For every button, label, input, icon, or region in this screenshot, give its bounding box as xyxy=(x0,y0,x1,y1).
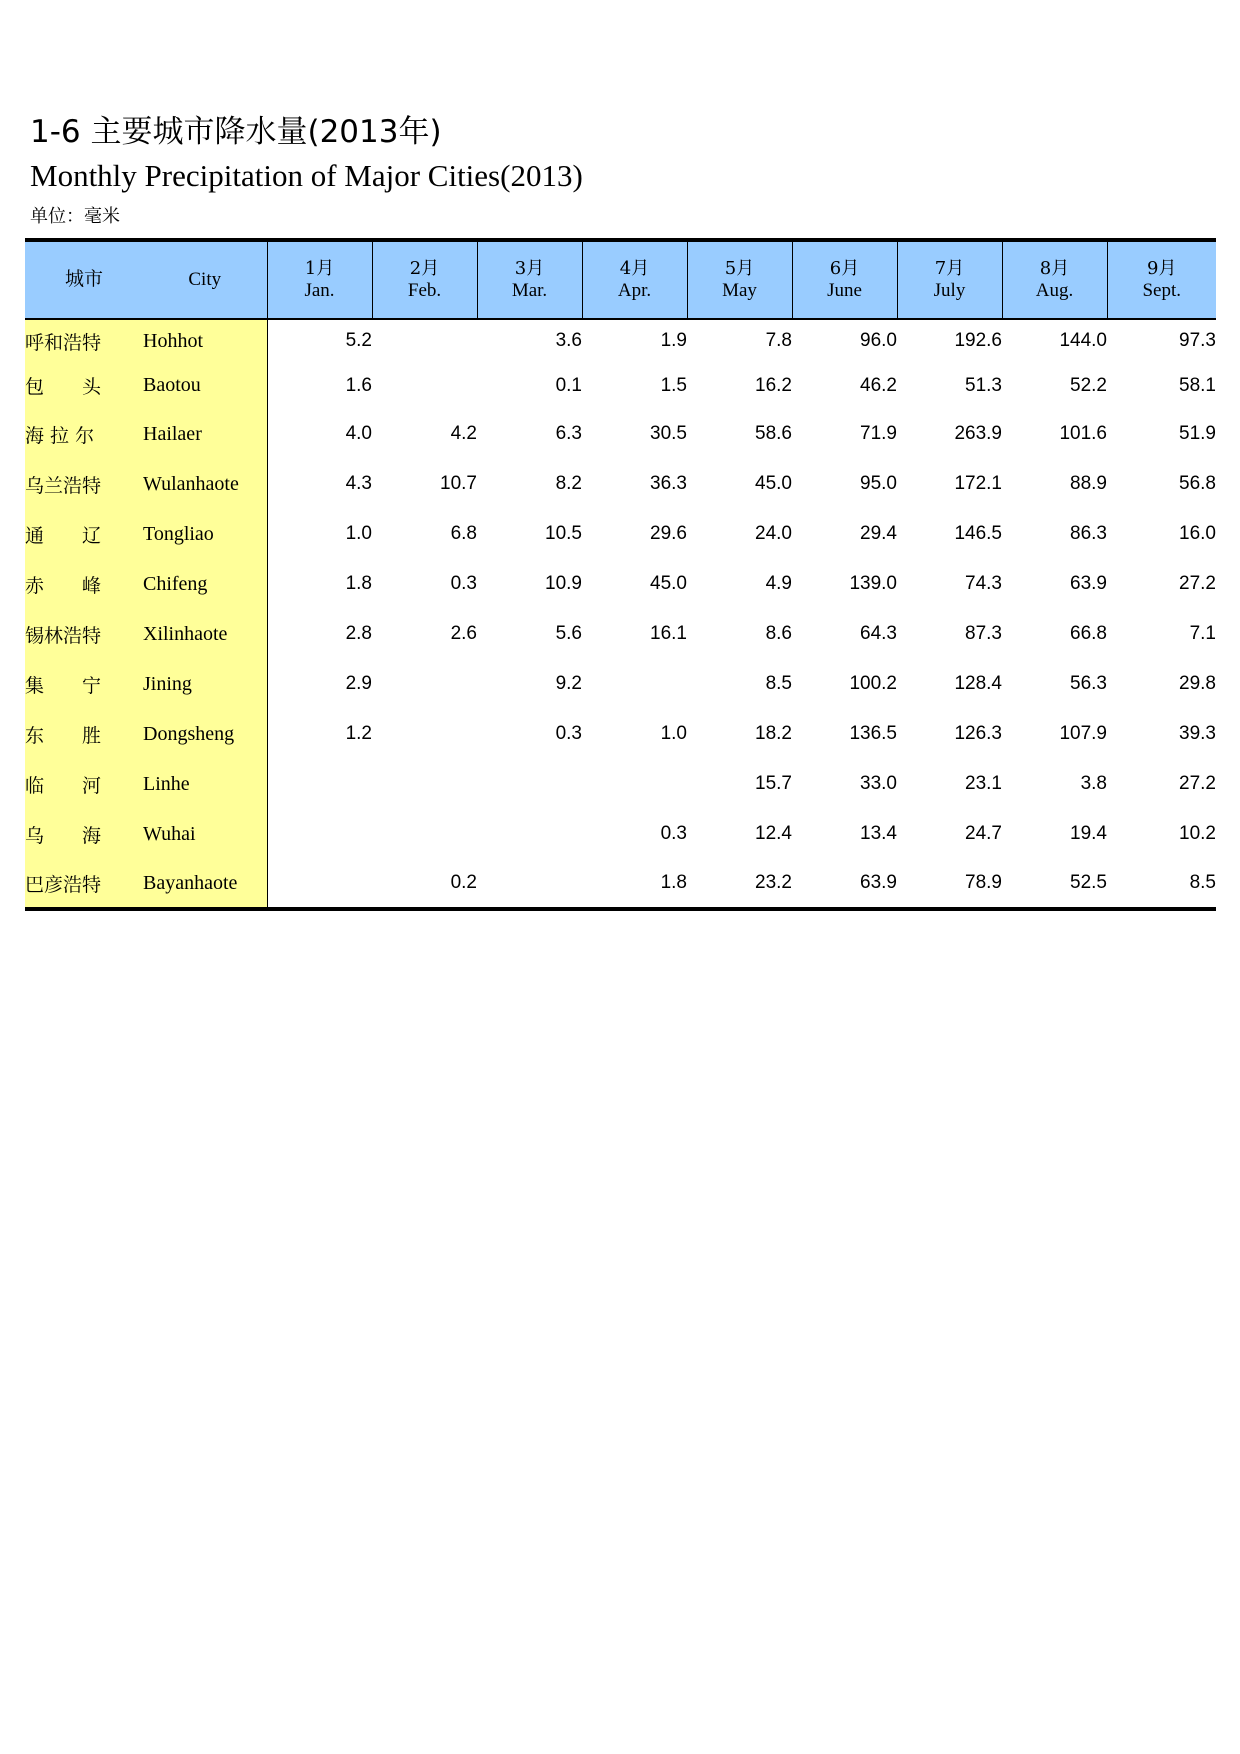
header-month-cn: 7月 xyxy=(934,258,965,279)
precip-value: 27.2 xyxy=(1179,573,1216,594)
precip-value: 1.9 xyxy=(660,330,687,351)
precip-value xyxy=(372,709,477,759)
precip-value: 52.5 xyxy=(1002,859,1107,909)
precip-value: 0.2 xyxy=(372,859,477,909)
header-month xyxy=(582,240,687,319)
header-month-en: June xyxy=(827,280,862,301)
city-name-cn: 海 拉 尔 xyxy=(25,409,143,459)
table-row xyxy=(25,509,1216,559)
precip-value: 1.0 xyxy=(345,523,372,544)
precip-value: 6.3 xyxy=(555,423,582,444)
precip-value: 23.1 xyxy=(965,773,1002,794)
city-name-en: Xilinhaote xyxy=(143,609,267,659)
header-month-en: Sept. xyxy=(1142,280,1182,301)
city-name-en: Wuhai xyxy=(143,809,267,859)
precipitation-table xyxy=(25,238,1216,911)
city-name-cn: 临 河 xyxy=(25,759,143,809)
header-month xyxy=(1107,240,1216,319)
precip-value: 97.3 xyxy=(1179,330,1216,351)
precip-value: 4.3 xyxy=(345,473,372,494)
precip-value: 172.1 xyxy=(954,473,1002,494)
precip-value: 4.9 xyxy=(765,573,792,594)
header-month xyxy=(792,240,897,319)
precip-value: 19.4 xyxy=(1070,823,1107,844)
precip-value: 16.2 xyxy=(755,374,792,396)
header-month xyxy=(372,240,477,319)
precip-value: 56.8 xyxy=(1179,473,1216,494)
precip-value: 2.8 xyxy=(345,623,372,644)
header-month-en: Aug. xyxy=(1035,280,1074,301)
precip-value: 0.3 xyxy=(450,573,477,594)
header-city-en: City xyxy=(143,240,267,319)
precip-value: 36.3 xyxy=(650,473,687,494)
precip-value: 27.2 xyxy=(1179,773,1216,794)
precip-value: 56.3 xyxy=(1070,673,1107,694)
precip-value: 144.0 xyxy=(1059,330,1107,351)
precip-value: 74.3 xyxy=(965,573,1002,594)
precip-value: 58.1 xyxy=(1179,374,1216,396)
header-month-cn: 1月 xyxy=(304,258,335,279)
precip-value: 1.5 xyxy=(660,374,687,396)
precip-value: 45.0 xyxy=(755,473,792,494)
city-name-cn: 通 辽 xyxy=(25,509,143,559)
precip-value: 29.6 xyxy=(650,523,687,544)
city-name-en: Jining xyxy=(143,659,267,709)
precip-value: 5.6 xyxy=(555,623,582,644)
precip-value: 7.1 xyxy=(1189,623,1216,644)
table-row xyxy=(25,459,1216,509)
precip-value xyxy=(582,759,687,809)
city-name-en: Hohhot xyxy=(143,319,267,362)
city-name-en: Tongliao xyxy=(143,509,267,559)
header-month-cn: 5月 xyxy=(724,258,755,279)
header-month-cn: 8月 xyxy=(1039,258,1070,279)
header-month xyxy=(477,240,582,319)
header-month xyxy=(267,240,372,319)
table-row xyxy=(25,362,1216,409)
precip-value xyxy=(267,809,372,859)
precip-value: 136.5 xyxy=(849,723,897,744)
precip-value: 10.2 xyxy=(1179,823,1216,844)
header-month-cn: 6月 xyxy=(829,258,860,279)
precip-value: 1.6 xyxy=(345,374,372,396)
precip-value: 46.2 xyxy=(860,374,897,396)
precip-value: 3.6 xyxy=(555,330,582,351)
precip-value: 45.0 xyxy=(650,573,687,594)
header-month-cn: 4月 xyxy=(619,258,650,279)
precip-value: 101.6 xyxy=(1059,423,1107,444)
unit-label: 单位：毫米 xyxy=(30,206,120,227)
city-name-cn: 乌兰浩特 xyxy=(25,459,143,509)
header-month-en: May xyxy=(722,280,757,301)
table-row xyxy=(25,409,1216,459)
table-header xyxy=(25,240,1216,319)
city-name-en: Baotou xyxy=(143,362,267,409)
precip-value: 51.9 xyxy=(1179,423,1216,444)
precip-value: 24.0 xyxy=(755,523,792,544)
city-name-en: Dongsheng xyxy=(143,709,267,759)
precip-value: 2.6 xyxy=(450,623,477,644)
header-month xyxy=(897,240,1002,319)
precip-value: 58.6 xyxy=(755,423,792,444)
precip-value: 4.0 xyxy=(345,423,372,444)
precip-value: 192.6 xyxy=(954,330,1002,351)
precip-value: 63.9 xyxy=(1070,573,1107,594)
precip-value xyxy=(477,759,582,809)
precip-value xyxy=(372,759,477,809)
precip-value: 12.4 xyxy=(755,823,792,844)
table-row xyxy=(25,809,1216,859)
precip-value: 1.0 xyxy=(660,723,687,744)
precip-value xyxy=(582,659,687,709)
precip-value: 13.4 xyxy=(860,823,897,844)
precip-value: 10.9 xyxy=(545,573,582,594)
precip-value: 8.6 xyxy=(765,623,792,644)
city-name-cn: 包 头 xyxy=(25,362,143,409)
city-name-cn: 乌 海 xyxy=(25,809,143,859)
page-title-en: Monthly Precipitation of Major Cities(2013) xyxy=(30,158,583,193)
table-row xyxy=(25,559,1216,609)
precip-value: 29.4 xyxy=(860,523,897,544)
precip-value: 128.4 xyxy=(954,673,1002,694)
precip-value: 66.8 xyxy=(1070,623,1107,644)
precip-value: 10.5 xyxy=(545,523,582,544)
header-month-cn: 9月 xyxy=(1147,258,1177,279)
table-row xyxy=(25,659,1216,709)
precip-value: 3.8 xyxy=(1080,773,1107,794)
city-name-cn: 巴彦浩特 xyxy=(25,859,143,909)
table-row xyxy=(25,319,1216,362)
precip-value: 63.9 xyxy=(792,859,897,909)
precip-value: 263.9 xyxy=(954,423,1002,444)
precip-value: 64.3 xyxy=(860,623,897,644)
precip-value: 18.2 xyxy=(755,723,792,744)
precip-value xyxy=(372,362,477,409)
precip-value: 86.3 xyxy=(1070,523,1107,544)
precip-value: 1.2 xyxy=(345,723,372,744)
precip-value: 88.9 xyxy=(1070,473,1107,494)
precip-value xyxy=(477,859,582,909)
precip-value: 16.1 xyxy=(650,623,687,644)
precip-value: 78.9 xyxy=(897,859,1002,909)
header-month-en: July xyxy=(933,280,966,301)
precip-value: 52.2 xyxy=(1070,374,1107,396)
precip-value xyxy=(372,809,477,859)
header-month-en: Mar. xyxy=(511,280,548,301)
city-name-en: Bayanhaote xyxy=(143,859,267,909)
precip-value: 9.2 xyxy=(555,673,582,694)
header-month-en: Jan. xyxy=(304,280,335,301)
precip-value: 7.8 xyxy=(765,330,792,351)
city-name-cn: 集 宁 xyxy=(25,659,143,709)
city-name-cn: 锡林浩特 xyxy=(25,609,143,659)
header-month-cn: 3月 xyxy=(514,258,545,279)
precip-value: 1.8 xyxy=(582,859,687,909)
city-name-cn: 东 胜 xyxy=(25,709,143,759)
header-month-cn: 2月 xyxy=(409,258,440,279)
table-row xyxy=(25,609,1216,659)
precip-value: 16.0 xyxy=(1179,523,1216,544)
precip-value: 6.8 xyxy=(450,523,477,544)
precip-value: 15.7 xyxy=(755,773,792,794)
city-name-en: Linhe xyxy=(143,759,267,809)
city-name-en: Chifeng xyxy=(143,559,267,609)
table-row xyxy=(25,759,1216,809)
precip-value: 8.5 xyxy=(765,673,792,694)
city-name-cn: 呼和浩特 xyxy=(25,319,143,362)
precip-value xyxy=(477,809,582,859)
precip-value: 2.9 xyxy=(345,673,372,694)
precip-value: 33.0 xyxy=(860,773,897,794)
header-month xyxy=(1002,240,1107,319)
precip-value: 51.3 xyxy=(965,374,1002,396)
precip-value: 4.2 xyxy=(450,423,477,444)
precip-value: 96.0 xyxy=(860,330,897,351)
precip-value xyxy=(372,319,477,362)
header-month-en: Apr. xyxy=(617,280,652,301)
precip-value xyxy=(267,759,372,809)
precip-value: 71.9 xyxy=(860,423,897,444)
city-name-en: Hailaer xyxy=(143,409,267,459)
precip-value: 126.3 xyxy=(954,723,1002,744)
header-month xyxy=(687,240,792,319)
precip-value: 5.2 xyxy=(345,330,372,351)
precip-value: 0.3 xyxy=(555,723,582,744)
city-name-cn: 赤 峰 xyxy=(25,559,143,609)
precip-value: 30.5 xyxy=(650,423,687,444)
precip-value: 139.0 xyxy=(849,573,897,594)
city-name-en: Wulanhaote xyxy=(143,459,267,509)
precip-value: 146.5 xyxy=(954,523,1002,544)
precip-value: 1.8 xyxy=(345,573,372,594)
header-city-cn: 城市 xyxy=(25,240,143,319)
table-body xyxy=(25,319,1216,909)
precip-value: 29.8 xyxy=(1179,673,1216,694)
precip-value: 23.2 xyxy=(687,859,792,909)
precip-value: 8.2 xyxy=(555,473,582,494)
table-row xyxy=(25,709,1216,759)
precip-value: 39.3 xyxy=(1179,723,1216,744)
precip-value: 87.3 xyxy=(965,623,1002,644)
header-month-en: Feb. xyxy=(407,280,442,301)
precip-value: 100.2 xyxy=(849,673,897,694)
precip-value: 107.9 xyxy=(1059,723,1107,744)
precip-value: 95.0 xyxy=(860,473,897,494)
page-title-cn: 1-6 主要城市降水量(2013年) xyxy=(30,114,442,150)
precip-value: 24.7 xyxy=(965,823,1002,844)
precip-value xyxy=(267,859,372,909)
precip-value: 0.3 xyxy=(660,823,687,844)
precip-value: 10.7 xyxy=(440,473,477,494)
table-row xyxy=(25,859,1216,909)
precip-value xyxy=(372,659,477,709)
precip-value: 8.5 xyxy=(1107,859,1216,909)
precip-value: 0.1 xyxy=(555,374,582,396)
